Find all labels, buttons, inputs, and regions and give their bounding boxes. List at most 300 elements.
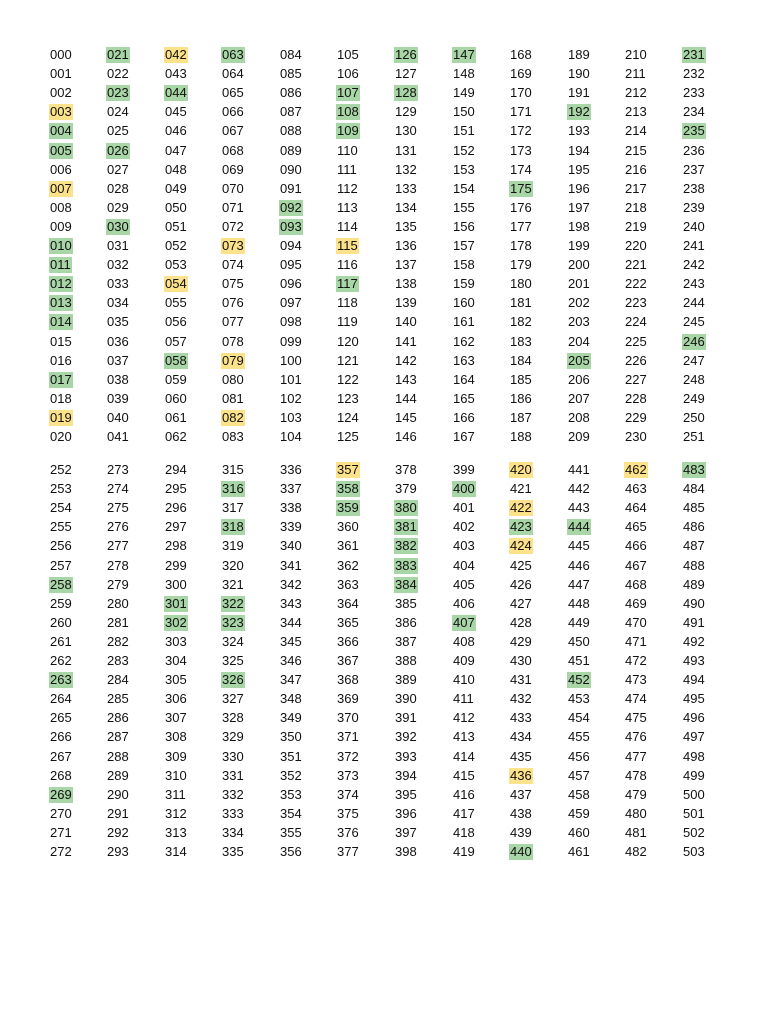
number-cell: 491 [683,615,705,630]
number-cell: 097 [280,295,302,310]
number-cell: 200 [568,257,590,272]
number-cell: 352 [280,768,302,783]
number-cell: 009 [50,219,72,234]
number-cell: 032 [107,257,129,272]
number-cell: 308 [165,729,187,744]
number-cell: 360 [337,519,359,534]
number-cell: 489 [683,577,705,592]
number-cell: 053 [165,257,187,272]
number-cell: 211 [625,66,646,81]
number-cell-highlight-green: 026 [107,143,129,158]
number-cell: 500 [683,787,705,802]
number-cell: 236 [683,143,705,158]
number-cell: 355 [280,825,302,840]
number-cell: 393 [395,749,417,764]
number-cell: 280 [107,596,129,611]
number-cell: 496 [683,710,705,725]
number-cell: 386 [395,615,417,630]
number-cell: 328 [222,710,244,725]
number-cell: 361 [337,538,359,553]
number-cell: 281 [107,615,129,630]
number-cell-highlight-yellow: 079 [222,353,244,368]
number-cell: 207 [568,391,590,406]
number-cell: 430 [510,653,532,668]
number-cell: 101 [280,372,302,387]
number-cell: 138 [395,276,417,291]
number-cell: 474 [625,691,647,706]
number-cell-highlight-yellow: 007 [50,181,72,196]
number-cell: 163 [453,353,475,368]
number-cell: 191 [568,85,590,100]
number-cell: 195 [568,162,590,177]
number-cell: 149 [453,85,475,100]
number-cell: 284 [107,672,129,687]
number-cell-highlight-green: 107 [337,85,359,100]
number-cell: 254 [50,500,72,515]
number-cell: 306 [165,691,187,706]
number-cell-highlight-green: 246 [683,334,705,349]
number-cell: 502 [683,825,705,840]
number-cell: 144 [395,391,417,406]
number-cell: 365 [337,615,359,630]
number-cell: 182 [510,314,532,329]
number-cell: 145 [395,410,417,425]
number-cell: 366 [337,634,359,649]
number-cell: 307 [165,710,187,725]
number-cell: 139 [395,295,417,310]
number-cell-highlight-green: 044 [165,85,187,100]
number-cell: 210 [625,47,647,62]
number-cell: 199 [568,238,590,253]
number-cell: 253 [50,481,72,496]
number-cell: 110 [337,143,358,158]
number-cell: 027 [107,162,129,177]
number-cell: 121 [337,353,359,368]
number-cell: 431 [510,672,532,687]
number-cell-highlight-yellow: 436 [510,768,532,783]
number-cell: 114 [337,219,358,234]
number-cell: 467 [625,558,647,573]
number-cell: 303 [165,634,187,649]
number-cell: 130 [395,123,417,138]
number-cell: 426 [510,577,532,592]
number-cell: 213 [625,104,647,119]
number-cell: 172 [510,123,532,138]
number-cell: 429 [510,634,532,649]
number-cell: 313 [165,825,187,840]
number-cell: 244 [683,295,705,310]
number-cell: 391 [395,710,417,725]
number-cell: 031 [107,238,129,253]
number-cell: 282 [107,634,129,649]
number-cell: 018 [50,391,72,406]
number-cell-highlight-green: 423 [510,519,532,534]
number-cell: 330 [222,749,244,764]
number-cell-highlight-green: 117 [337,276,358,291]
number-cell: 305 [165,672,187,687]
number-cell: 416 [453,787,475,802]
number-cell: 215 [625,143,647,158]
number-cell: 201 [568,276,590,291]
number-cell-highlight-green: 302 [165,615,187,630]
number-cell: 484 [683,481,705,496]
number-cell-highlight-green: 235 [683,123,705,138]
number-cell: 100 [280,353,302,368]
number-cell-highlight-green: 400 [453,481,475,496]
number-cell: 298 [165,538,187,553]
number-cell: 112 [337,181,358,196]
number-cell: 288 [107,749,129,764]
number-cell: 190 [568,66,590,81]
number-cell: 412 [453,710,475,725]
number-cell: 068 [222,143,244,158]
number-cell: 059 [165,372,187,387]
number-cell: 340 [280,538,302,553]
number-cell: 001 [50,66,72,81]
number-cell: 194 [568,143,590,158]
number-cell: 090 [280,162,302,177]
number-cell: 274 [107,481,129,496]
number-cell-highlight-green: 021 [107,47,129,62]
number-cell: 180 [510,276,532,291]
number-cell: 096 [280,276,302,291]
number-cell: 066 [222,104,244,119]
number-cell: 067 [222,123,244,138]
number-cell-highlight-yellow: 042 [165,47,187,62]
number-cell: 220 [625,238,647,253]
number-cell: 118 [337,295,358,310]
number-cell: 390 [395,691,417,706]
number-cell: 239 [683,200,705,215]
number-cell: 242 [683,257,705,272]
number-cell: 414 [453,749,475,764]
number-cell: 227 [625,372,647,387]
number-cell: 460 [568,825,590,840]
number-cell: 259 [50,596,72,611]
number-cell: 070 [222,181,244,196]
number-cell: 167 [453,429,475,444]
number-cell: 362 [337,558,359,573]
number-cell: 464 [625,500,647,515]
number-cell: 193 [568,123,590,138]
number-cell-highlight-green: 058 [165,353,187,368]
number-cell: 154 [453,181,475,196]
number-cell-highlight-green: 381 [395,519,417,534]
number-cell: 075 [222,276,244,291]
number-cell: 120 [337,334,359,349]
number-cell: 257 [50,558,72,573]
number-cell: 248 [683,372,705,387]
number-cell: 212 [625,85,647,100]
number-cell: 364 [337,596,359,611]
number-cell: 124 [337,410,359,425]
number-cell: 106 [337,66,359,81]
number-cell-highlight-green: 010 [50,238,72,253]
number-cell-highlight-yellow: 424 [510,538,532,553]
number-cell: 415 [453,768,475,783]
number-cell: 198 [568,219,590,234]
number-cell: 299 [165,558,187,573]
number-cell: 345 [280,634,302,649]
number-cell: 169 [510,66,532,81]
number-cell: 131 [395,143,417,158]
number-cell: 061 [165,410,187,425]
number-cell: 255 [50,519,72,534]
number-cell: 379 [395,481,417,496]
number-cell: 074 [222,257,244,272]
number-cell: 428 [510,615,532,630]
number-cell: 376 [337,825,359,840]
number-cell: 159 [453,276,475,291]
number-cell: 371 [337,729,359,744]
number-cell: 456 [568,749,590,764]
number-cell: 458 [568,787,590,802]
number-cell: 029 [107,200,129,215]
number-cell-highlight-green: 384 [395,577,417,592]
number-cell: 338 [280,500,302,515]
number-cell: 064 [222,66,244,81]
number-cell: 487 [683,538,705,553]
number-cell: 490 [683,596,705,611]
number-cell: 378 [395,462,417,477]
number-cell: 438 [510,806,532,821]
number-cell: 446 [568,558,590,573]
number-cell: 156 [453,219,475,234]
number-cell: 356 [280,844,302,859]
number-cell: 267 [50,749,72,764]
number-cell: 264 [50,691,72,706]
number-cell: 321 [222,577,244,592]
number-cell: 168 [510,47,532,62]
number-cell: 188 [510,429,532,444]
number-cell: 036 [107,334,129,349]
number-cell: 279 [107,577,129,592]
number-cell: 278 [107,558,129,573]
number-cell: 037 [107,353,129,368]
number-cell: 164 [453,372,475,387]
number-cell: 354 [280,806,302,821]
number-cell: 347 [280,672,302,687]
number-cell: 327 [222,691,244,706]
number-cell: 314 [165,844,187,859]
number-cell: 035 [107,314,129,329]
number-cell: 179 [510,257,532,272]
number-cell: 351 [280,749,302,764]
number-cell: 060 [165,391,187,406]
number-cell: 334 [222,825,244,840]
number-cell: 291 [107,806,129,821]
number-cell: 052 [165,238,187,253]
number-cell: 095 [280,257,302,272]
number-cell-highlight-green: 231 [683,47,705,62]
number-cell-highlight-green: 440 [510,844,532,859]
number-cell: 292 [107,825,129,840]
number-cell: 123 [337,391,359,406]
number-cell-highlight-green: 005 [50,143,72,158]
number-cell: 046 [165,123,187,138]
number-cell: 476 [625,729,647,744]
number-cell: 457 [568,768,590,783]
number-cell: 296 [165,500,187,515]
number-cell: 477 [625,749,647,764]
number-cell: 451 [568,653,590,668]
number-cell: 247 [683,353,705,368]
number-cell: 433 [510,710,532,725]
number-cell: 329 [222,729,244,744]
number-cell-highlight-green: 326 [222,672,244,687]
number-cell: 122 [337,372,359,387]
number-cell: 055 [165,295,187,310]
number-cell: 368 [337,672,359,687]
number-cell: 295 [165,481,187,496]
number-cell: 406 [453,596,475,611]
number-cell: 277 [107,538,129,553]
number-cell: 080 [222,372,244,387]
number-cell: 449 [568,615,590,630]
number-cell: 076 [222,295,244,310]
number-cell-highlight-green: 444 [568,519,590,534]
number-cell-highlight-yellow: 054 [165,276,187,291]
number-cell: 256 [50,538,72,553]
number-cell: 339 [280,519,302,534]
number-cell: 241 [683,238,705,253]
number-cell: 372 [337,749,359,764]
number-cell: 275 [107,500,129,515]
number-cell-highlight-green: 205 [568,353,590,368]
number-cell: 374 [337,787,359,802]
number-cell: 448 [568,596,590,611]
number-cell: 300 [165,577,187,592]
number-cell-highlight-green: 452 [568,672,590,687]
number-cell: 086 [280,85,302,100]
number-cell: 034 [107,295,129,310]
number-cell-highlight-green: 358 [337,481,359,496]
number-cell: 204 [568,334,590,349]
number-cell: 413 [453,729,475,744]
number-cell: 057 [165,334,187,349]
number-cell: 089 [280,143,302,158]
number-cell: 481 [625,825,647,840]
number-cell: 002 [50,85,72,100]
number-cell: 151 [453,123,475,138]
number-cell: 336 [280,462,302,477]
number-cell: 238 [683,181,705,196]
number-cell: 466 [625,538,647,553]
number-cell: 475 [625,710,647,725]
number-cell: 069 [222,162,244,177]
number-cell: 133 [395,181,417,196]
number-cell: 040 [107,410,129,425]
number-cell: 315 [222,462,244,477]
number-cell: 350 [280,729,302,744]
number-cell-highlight-green: 023 [107,85,129,100]
number-cell: 468 [625,577,647,592]
number-cell-highlight-green: 316 [222,481,244,496]
number-cell-highlight-green: 108 [337,104,359,119]
number-cell: 000 [50,47,72,62]
number-cell: 237 [683,162,705,177]
number-cell: 209 [568,429,590,444]
number-cell-highlight-green: 258 [50,577,72,592]
number-cell: 268 [50,768,72,783]
number-cell: 324 [222,634,244,649]
number-cell: 289 [107,768,129,783]
number-cell: 088 [280,123,302,138]
number-cell: 202 [568,295,590,310]
number-cell: 038 [107,372,129,387]
number-cell: 396 [395,806,417,821]
number-cell: 404 [453,558,475,573]
number-cell: 341 [280,558,302,573]
number-cell: 051 [165,219,187,234]
number-cell: 146 [395,429,417,444]
number-cell: 497 [683,729,705,744]
number-cell: 197 [568,200,590,215]
number-cell: 161 [453,314,475,329]
number-cell: 249 [683,391,705,406]
number-cell: 349 [280,710,302,725]
number-cell: 417 [453,806,475,821]
number-cell: 471 [625,634,647,649]
number-cell: 286 [107,710,129,725]
number-cell: 217 [625,181,647,196]
number-cell: 272 [50,844,72,859]
number-cell-highlight-green: 014 [50,314,72,329]
number-cell: 250 [683,410,705,425]
number-cell: 399 [453,462,475,477]
number-cell: 397 [395,825,417,840]
number-cell: 463 [625,481,647,496]
number-cell: 229 [625,410,647,425]
number-cell: 016 [50,353,72,368]
number-cell: 472 [625,653,647,668]
number-cell: 008 [50,200,72,215]
number-cell: 135 [395,219,417,234]
number-cell: 312 [165,806,187,821]
number-cell: 320 [222,558,244,573]
number-cell: 219 [625,219,647,234]
number-cell: 344 [280,615,302,630]
number-cell: 134 [395,200,417,215]
number-cell: 157 [453,238,475,253]
number-cell: 370 [337,710,359,725]
number-cell: 143 [395,372,417,387]
number-cell: 177 [510,219,532,234]
number-cell: 437 [510,787,532,802]
number-cell: 162 [453,334,475,349]
number-cell: 071 [222,200,244,215]
number-cell: 395 [395,787,417,802]
number-cell-highlight-green: 126 [395,47,417,62]
number-cell: 410 [453,672,475,687]
number-cell-highlight-green: 263 [50,672,72,687]
number-cell: 469 [625,596,647,611]
number-cell-highlight-yellow: 462 [625,462,647,477]
number-cell: 045 [165,104,187,119]
number-cell-highlight-green: 093 [280,219,302,234]
number-cell: 421 [510,481,532,496]
number-cell: 196 [568,181,590,196]
number-cell-highlight-green: 128 [395,85,417,100]
number-cell: 104 [280,429,302,444]
number-cell: 293 [107,844,129,859]
number-cell: 494 [683,672,705,687]
number-cell: 479 [625,787,647,802]
number-cell: 103 [280,410,302,425]
number-cell-highlight-green: 269 [50,787,72,802]
number-cell: 225 [625,334,647,349]
number-cell-highlight-yellow: 115 [337,238,358,253]
